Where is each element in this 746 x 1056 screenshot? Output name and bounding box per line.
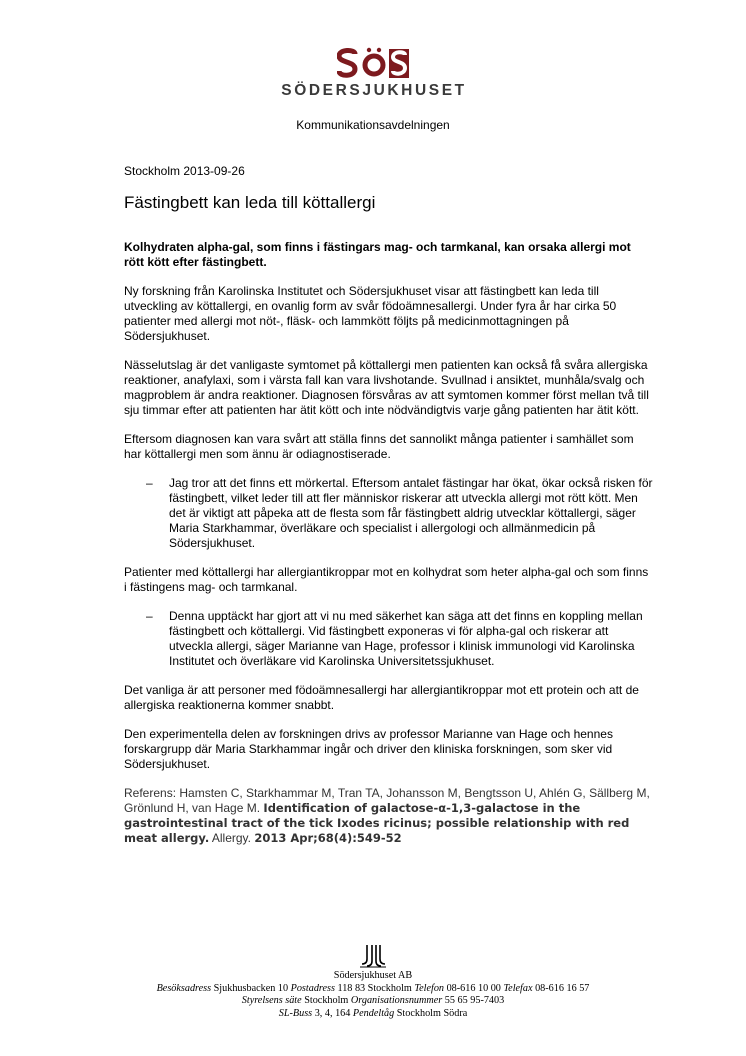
quote-2-text: Denna upptäckt har gjort att vi nu med säkerhet kan säga att det finns en koppling mellan fästingbett och köttallergi. Vid fästingbett exponeras vi för alpha-gal och riskerar att utveckla allergi, säger Marianne van Hage, professor i klinisk immunologi vid Karolinska Institutet och överläkare vid Karolinska Universitetssjukhuset.	[169, 609, 643, 668]
sodersjukhuset-emblem-icon	[358, 944, 388, 968]
reference-article-title: Identification of galactose-α-1,3-galactose in the gastrointestinal tract of the tick Ixodes ricinus; possible relationship with red meat allergy.	[124, 801, 630, 845]
bus-value: 3, 4, 164	[314, 1007, 351, 1019]
train-label: Pendeltåg	[352, 1007, 395, 1019]
bus-label: SL-Buss	[278, 1007, 313, 1019]
quote-1	[124, 476, 654, 551]
paragraph-3: Eftersom diagnosen kan vara svårt att ställa finns det sannolikt många patienter i samhället som har köttallergi men som ännu är odiagnostiserade.	[124, 432, 634, 461]
footer-registration-line	[0, 995, 746, 1008]
fax-value: 08-616 16 57	[535, 982, 590, 994]
train-value: Stockholm Södra	[396, 1007, 468, 1019]
postal-value: 118 83 Stockholm	[337, 982, 412, 994]
phone-label: Telefon	[414, 982, 445, 994]
paragraph-5: Det vanliga är att personer med födoämnesallergi har allergiantikroppar mot ett protein och att de allergiska reaktionerna kommer snabbt.	[124, 683, 639, 712]
seat-value: Stockholm	[304, 995, 349, 1006]
quote-dash: –	[146, 609, 153, 623]
quote-1-text: Jag tror att det finns ett mörkertal. Eftersom antalet fästingar har ökat, ökar också risken för fästingbett, vilket leder till att fler människor riskerar att utveckla allergi mot rött kött. Men det är viktigt att påpeka att de flesta som får fästingbett aldrig utvecklar köttallergi, säger Maria Starkhammar, överläkare och specialist i allergologi och allmänmedicin på Södersjukhuset.	[169, 476, 653, 550]
orgnr-label: Organisationsnummer	[350, 995, 443, 1006]
reference	[124, 786, 654, 846]
department-name: Kommunikationsavdelningen	[296, 118, 450, 132]
paragraph-2: Nässelutslag är det vanligaste symtomet på köttallergi men patienten kan också få svåra allergiska reaktioner, anafylaxi, som i värsta fall kan vara livshotande. Svullnad i ansiktet, munhåla/svalg och magproblem är andra reaktioner. Diagnosen försvåras av att symtomen kommer först mellan två till sju timmar efter att patienten har ätit kött och inte nödvändigtvis varje gång patienten har ätit kött.	[124, 358, 649, 417]
orgnr-value: 55 65 95-7403	[444, 995, 505, 1006]
footer-org: Södersjukhuset AB	[333, 970, 413, 981]
reference-journal: Allergy.	[211, 831, 251, 845]
visit-value: Sjukhusbacken 10	[213, 982, 289, 994]
phone-value: 08-616 10 00	[446, 982, 501, 994]
sos-logo-mark	[337, 46, 411, 80]
reference-citation: 2013 Apr;68(4):549-52	[254, 831, 402, 845]
postal-label: Postadress	[290, 982, 335, 994]
footer-transport-line	[0, 1008, 746, 1021]
lead-paragraph: Kolhydraten alpha-gal, som finns i fästingars mag- och tarmkanal, kan orsaka allergi mot rött kött efter fästingbett.	[124, 240, 631, 269]
fax-label: Telefax	[503, 982, 533, 994]
document-title: Fästingbett kan leda till köttallergi	[124, 193, 376, 212]
paragraph-1: Ny forskning från Karolinska Institutet och Södersjukhuset visar att fästingbett kan leda till utveckling av köttallergi, en ovanlig form av svår födoämnesallergi. Under fyra år har cirka 50 patienter med allergi mot nöt-, fläsk- och lammkött följts på medicinmottagningen på Södersjukhuset.	[124, 284, 617, 343]
quote-2	[124, 609, 654, 669]
visit-label: Besöksadress	[156, 982, 212, 994]
quote-dash: –	[146, 476, 153, 490]
sos-logo	[268, 46, 480, 100]
paragraph-6: Den experimentella delen av forskningen drivs av professor Marianne van Hage och hennes forskargrupp där Maria Starkhammar ingår och driver den kliniska forskningen, som sker vid Södersjukhuset.	[124, 727, 613, 771]
footer-address-line	[0, 983, 746, 996]
logo-wordmark: SÖDERSJUKHUSET	[281, 82, 467, 99]
footer	[0, 944, 746, 1020]
document-body	[124, 240, 654, 860]
seat-label: Styrelsens säte	[241, 995, 302, 1006]
reference-authors: Referens: Hamsten C, Starkhammar M, Tran TA, Johansson M, Bengtsson U, Ahlén G, Sällberg M, Grönlund H, van Hage M.	[124, 786, 650, 815]
paragraph-4: Patienter med köttallergi har allergiantikroppar mot en kolhydrat som heter alpha-gal och som finns i fästingens mag- och tarmkanal.	[124, 565, 649, 594]
document-date: Stockholm 2013-09-26	[124, 164, 245, 178]
